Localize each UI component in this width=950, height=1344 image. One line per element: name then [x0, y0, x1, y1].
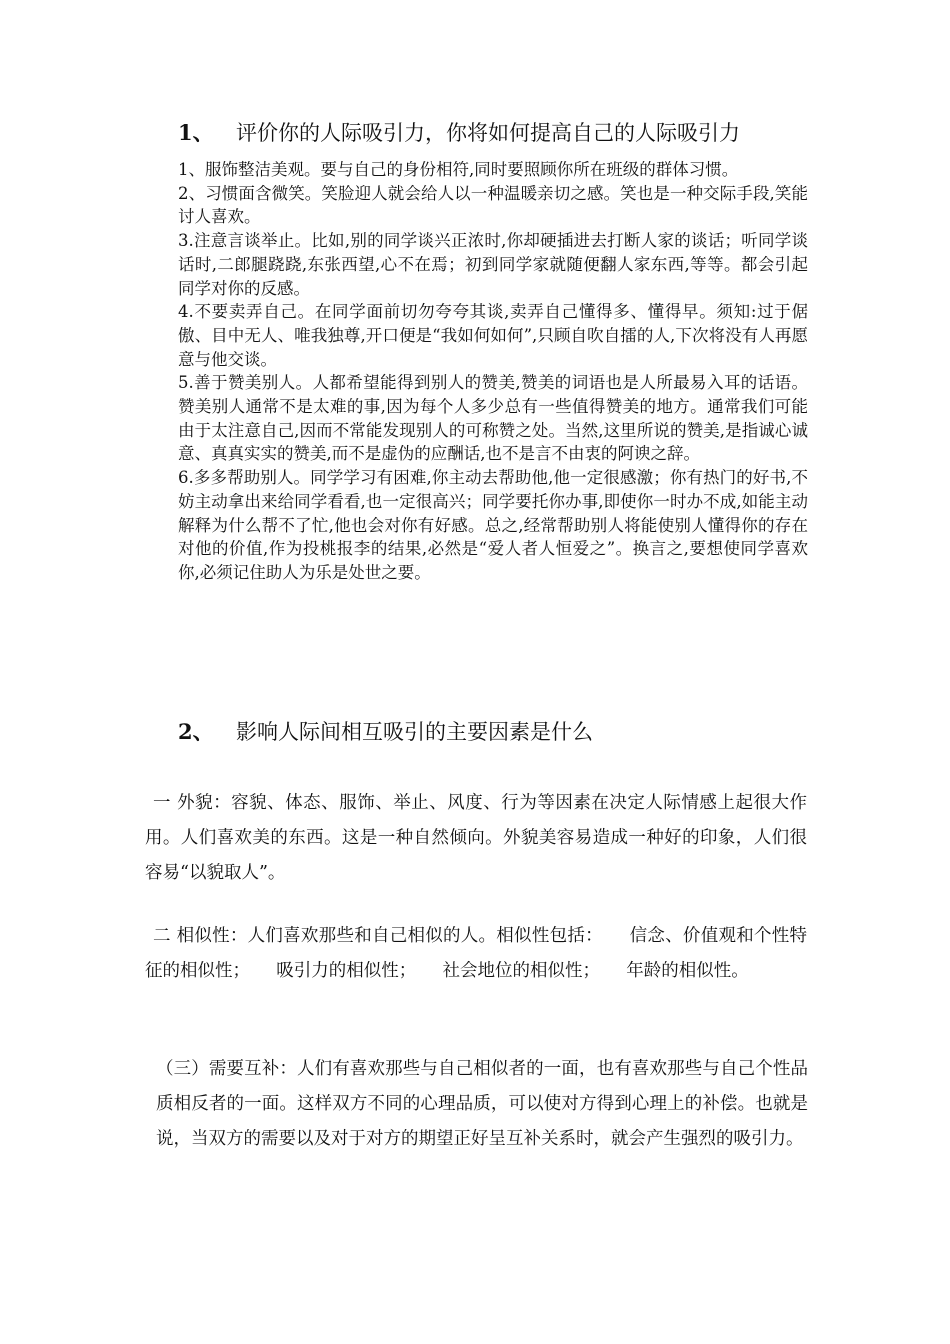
factor-complement: （三）需要互补：人们有喜欢那些与自己相似者的一面，也有喜欢那些与自己个性品质相反者的一面。这样双方不同的心理品质，可以使对方得到心理上的补偿。也就是说，当双方的需要以及对于对方的期望正好呈互补关系时，就会产生强烈的吸引力。 [156, 1059, 808, 1149]
tip-item: 1、服饰整洁美观。要与自己的身份相符,同时要照顾你所在班级的群体习惯。 [178, 160, 739, 179]
section-2-heading [178, 717, 593, 747]
section-2-title: 影响人际间相互吸引的主要因素是什么 [236, 720, 593, 744]
tip-item: 5.善于赞美别人。人都希望能得到别人的赞美,赞美的词语也是人所最易入耳的话语。赞美别人通常不是太难的事,因为每个人多少总有一些值得赞美的地方。通常我们可能由于太注意自己,因而不常能发现别人的可称赞之处。当然,这里所说的赞美,是指诚心诚意、真真实实的赞美,而不是虚伪的应酬话,也不是言不由衷的阿谀之辞。 [178, 373, 808, 464]
factor-appearance: 一 外貌：容貌、体态、服饰、举止、风度、行为等因素在决定人际情感上起很大作用。人们喜欢美的东西。这是一种自然倾向。外貌美容易造成一种好的印象，人们很容易“以貌取人”。 [145, 793, 807, 883]
tip-item: 3.注意言谈举止。比如,别的同学谈兴正浓时,你却硬插进去打断人家的谈话；听同学谈话时,二郎腿跷跷,东张西望,心不在焉；初到同学家就随便翻人家东西,等等。都会引起同学对你的反感。 [178, 231, 808, 298]
factor-similarity: 二 相似性：人们喜欢那些和自己相似的人。相似性包括： 信念、价值观和个性特征的相似性； 吸引力的相似性； 社会地位的相似性； 年龄的相似性。 [145, 926, 807, 981]
section-1-title: 评价你的人际吸引力，你将如何提高自己的人际吸引力 [236, 121, 740, 145]
section-1-body [178, 158, 808, 585]
tip-item: 4.不要卖弄自己。在同学面前切勿夸夸其谈,卖弄自己懂得多、懂得早。须知:过于倨傲、目中无人、唯我独尊,开口便是“我如何如何”,只顾自吹自擂的人,下次将没有人再愿意与他交谈。 [178, 302, 808, 369]
tip-item: 2、习惯面含微笑。笑脸迎人就会给人以一种温暖亲切之感。笑也是一种交际手段,笑能讨人喜欢。 [178, 183, 808, 227]
section-2-number: 2、 [178, 719, 214, 744]
section-1-number: 1、 [178, 120, 214, 145]
section-1-heading [178, 118, 740, 148]
tip-item: 6.多多帮助别人。同学学习有困难,你主动去帮助他,他一定很感激；你有热门的好书,不妨主动拿出来给同学看看,也一定很高兴；同学要托你办事,即使你一时办不成,如能主动解释为什么帮不了忙,他也会对你有好感。总之,经常帮助别人将能使别人懂得你的存在对他的价值,作为投桃报李的结果,必然是“爱人者人恒爱之”。换言之,要想使同学喜欢你,必须记住助人为乐是处世之要。 [178, 468, 808, 582]
